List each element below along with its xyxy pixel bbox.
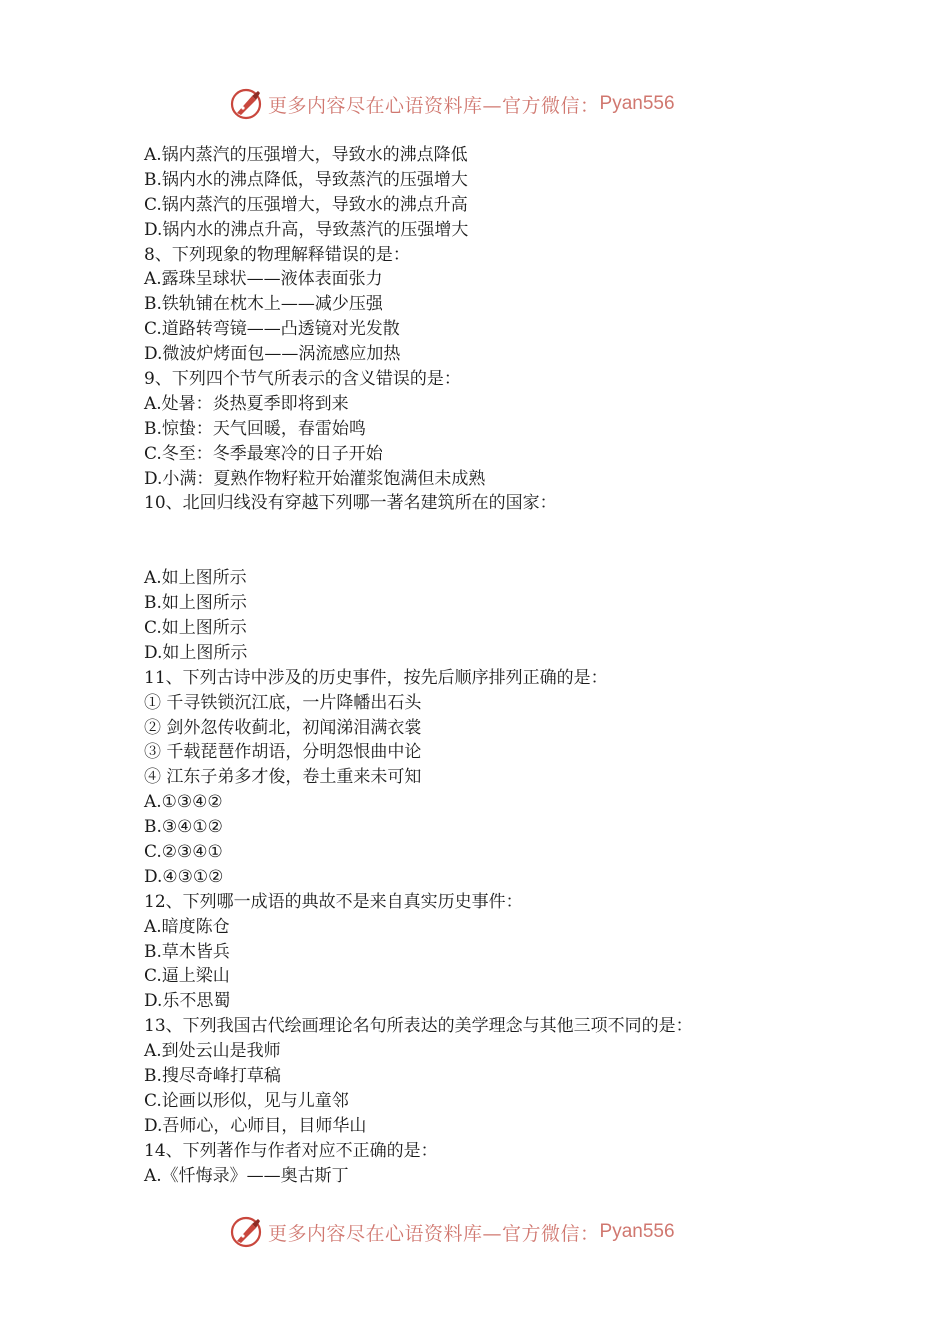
pen-nib-circle-icon xyxy=(228,1214,264,1250)
question-14-stem: 14、下列著作与作者对应不正确的是： xyxy=(144,1140,438,1161)
question-11-poem-4: ④ 江东子弟多才俊，卷土重来未可知 xyxy=(144,767,422,788)
question-10-option-c: C.如上图所示 xyxy=(144,617,247,638)
question-12-option-d: D.乐不思蜀 xyxy=(144,991,231,1012)
question-8-option-d: D.微波炉烤面包——涡流感应加热 xyxy=(144,344,401,365)
question-11-poem-2: ② 剑外忽传收蓟北，初闻涕泪满衣裳 xyxy=(144,717,422,738)
question-12-option-b: B.草木皆兵 xyxy=(144,941,230,962)
question-11-option-c: C.②③④① xyxy=(144,841,223,862)
question-11-option-d: D.④③①② xyxy=(144,866,224,887)
question-10-option-d: D.如上图所示 xyxy=(144,642,248,663)
question-14-option-a: A.《忏悔录》——奥古斯丁 xyxy=(144,1165,349,1186)
question-13-option-c: C.论画以形似，见与儿童邻 xyxy=(144,1090,349,1111)
question-10-option-a: A.如上图所示 xyxy=(144,568,247,589)
question-7-option-b: B.锅内水的沸点降低，导致蒸汽的压强增大 xyxy=(144,169,468,190)
question-10-stem: 10、北回归线没有穿越下列哪一著名建筑所在的国家： xyxy=(144,493,557,514)
question-8-option-c: C.道路转弯镜——凸透镜对光发散 xyxy=(144,319,400,340)
question-8-stem: 8、下列现象的物理解释错误的是： xyxy=(144,244,410,265)
pen-nib-circle-icon xyxy=(228,86,264,122)
question-9-stem: 9、下列四个节气所表示的含义错误的是： xyxy=(144,369,461,390)
question-12-stem: 12、下列哪一成语的典故不是来自真实历史事件： xyxy=(144,891,523,912)
question-13-option-b: B.搜尽奇峰打草稿 xyxy=(144,1065,281,1086)
question-8-option-b: B.铁轨铺在枕木上——减少压强 xyxy=(144,294,383,315)
question-13-option-a: A.到处云山是我师 xyxy=(144,1041,281,1062)
question-7-option-a: A.锅内蒸汽的压强增大，导致水的沸点降低 xyxy=(144,145,468,165)
question-10-option-b: B.如上图所示 xyxy=(144,593,247,614)
question-12-option-c: C.逼上梁山 xyxy=(144,966,230,987)
question-11-option-a: A.①③④② xyxy=(144,792,223,813)
footer-brand-text: 更多内容尽在心语资料库—官方微信： xyxy=(268,1222,600,1245)
question-11-stem: 11、下列古诗中涉及的历史事件，按先后顺序排列正确的是： xyxy=(144,667,608,688)
question-9-option-d: D.小满：夏熟作物籽粒开始灌浆饱满但未成熟 xyxy=(144,468,486,489)
question-9-option-b: B.惊蛰：天气回暖，春雷始鸣 xyxy=(144,418,366,439)
question-13-stem: 13、下列我国古代绘画理论名句所表达的美学理念与其他三项不同的是： xyxy=(144,1016,693,1037)
question-9-option-a: A.处暑：炎热夏季即将到来 xyxy=(144,393,349,414)
question-8-option-a: A.露珠呈球状——液体表面张力 xyxy=(144,269,383,290)
question-7-option-c: C.锅内蒸汽的压强增大，导致水的沸点升高 xyxy=(144,194,468,215)
question-11-option-b: B.③④①② xyxy=(144,817,223,838)
question-9-option-c: C.冬至：冬季最寒冷的日子开始 xyxy=(144,443,383,464)
question-7-option-d: D.锅内水的沸点升高，导致蒸汽的压强增大 xyxy=(144,219,469,240)
missing-figure-space xyxy=(144,516,824,566)
question-11-poem-3: ③ 千载琵琶作胡语，分明怨恨曲中论 xyxy=(144,742,422,763)
header-wechat-id: Pyan556 xyxy=(599,93,675,114)
footer-banner xyxy=(228,1212,728,1252)
footer-wechat-id: Pyan556 xyxy=(599,1221,675,1242)
question-12-option-a: A.暗度陈仓 xyxy=(144,916,230,937)
header-banner xyxy=(228,84,728,124)
question-11-poem-1: ① 千寻铁锁沉江底，一片降幡出石头 xyxy=(144,692,422,713)
question-13-option-d: D.吾师心，心师目，目师华山 xyxy=(144,1115,367,1136)
header-brand-text: 更多内容尽在心语资料库—官方微信： xyxy=(268,94,600,117)
document-body xyxy=(144,143,824,1188)
